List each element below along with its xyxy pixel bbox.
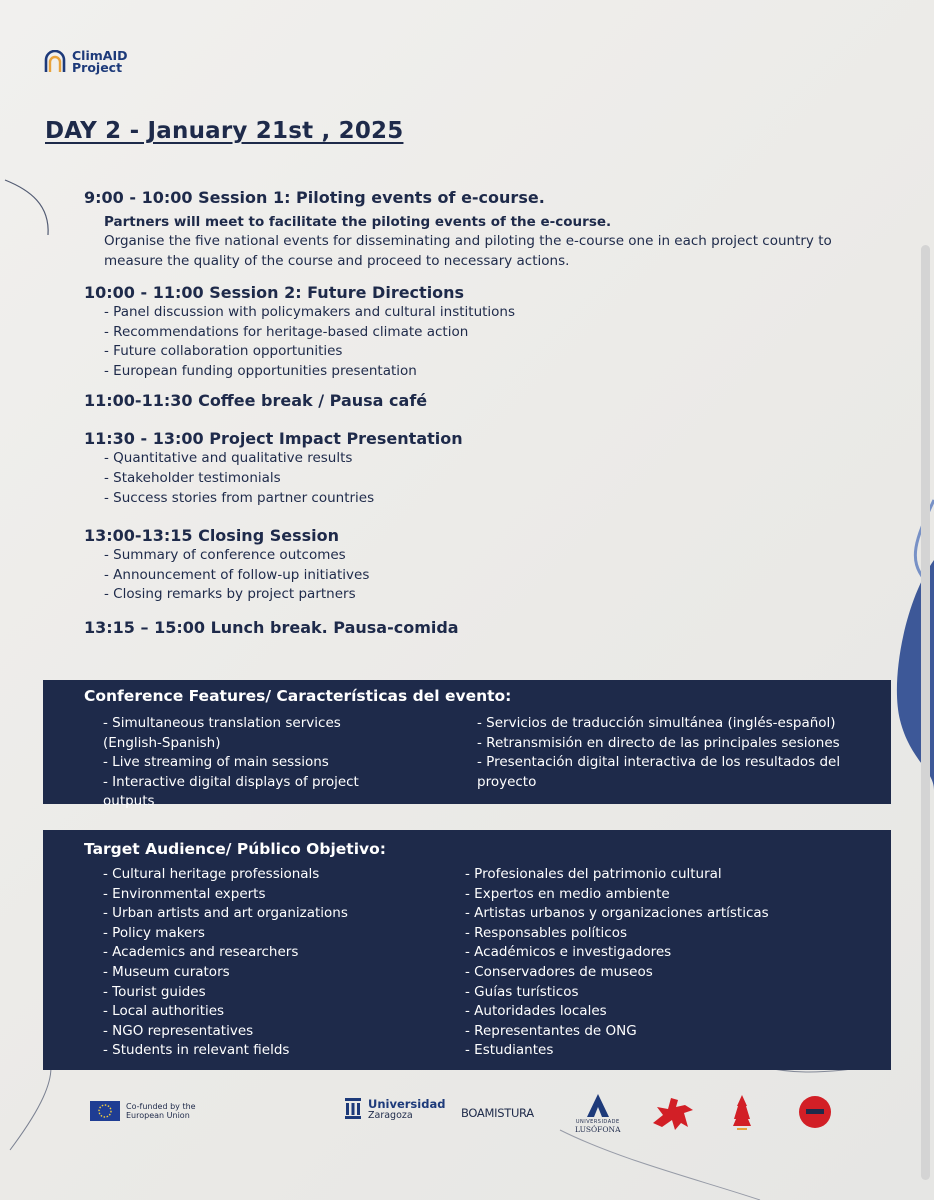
red-tower-logo (731, 1093, 753, 1133)
eu-line-1: Co-funded by the (126, 1101, 196, 1111)
session-items (84, 546, 874, 605)
list-item: - Policy makers (103, 924, 463, 944)
audience-list-en (103, 865, 463, 1061)
features-list-en (103, 714, 393, 812)
logo-line-2: Project (72, 60, 123, 75)
red-circle-logo (798, 1095, 832, 1129)
page-title: DAY 2 - January 21st , 2025 (45, 118, 404, 144)
list-item: - Interactive digital displays of project outputs (103, 773, 393, 812)
list-item: - Autoridades locales (465, 1002, 875, 1022)
list-item: - Estudiantes (465, 1041, 875, 1061)
list-item: - Announcement of follow-up initiatives (104, 566, 874, 586)
list-item: - Panel discussion with policymakers and cultural institutions (104, 303, 874, 323)
list-item: - Closing remarks by project partners (104, 585, 874, 605)
list-item: - Success stories from partner countries (104, 489, 874, 509)
lusofona-emblem-icon (586, 1093, 610, 1119)
session-items (84, 449, 874, 508)
session-closing (84, 526, 874, 605)
list-item: - Urban artists and art organizations (103, 904, 463, 924)
features-title: Conference Features/ Características del evento: (84, 687, 512, 705)
climaid-logo (43, 50, 127, 74)
boamistura-logo: BOAMISTURA (461, 1106, 534, 1120)
coffee-break (84, 391, 874, 411)
list-item: - Expertos en medio ambiente (465, 885, 875, 905)
session-heading: 10:00 - 11:00 Session 2: Future Directions (84, 283, 465, 302)
session-heading: 11:30 - 13:00 Project Impact Presentation (84, 429, 463, 449)
list-item: - Environmental experts (103, 885, 463, 905)
lusofona-name: LUSÓFONA (575, 1125, 621, 1134)
list-item: - Académicos e investigadores (465, 943, 875, 963)
unizar-city: Zaragoza (368, 1110, 413, 1121)
list-item: - European funding opportunities presentation (104, 362, 874, 382)
list-item: - Museum curators (103, 963, 463, 983)
audience-title: Target Audience/ Público Objetivo: (84, 840, 386, 858)
session-impact (84, 429, 874, 508)
session-subheading: Partners will meet to facilitate the piloting events of the e-course. (104, 214, 612, 230)
climaid-logo-icon (43, 50, 67, 74)
list-item: - Artistas urbanos y organizaciones artísticas (465, 904, 875, 924)
session-items (84, 303, 874, 381)
eu-cofunded-logo (90, 1101, 196, 1121)
list-item: - Representantes de ONG (465, 1022, 875, 1042)
list-item: - Simultaneous translation services (English-Spanish) (103, 714, 393, 753)
list-item: - Recommendations for heritage-based climate action (104, 323, 874, 343)
list-item: - Tourist guides (103, 983, 463, 1003)
list-item: - Conservadores de museos (465, 963, 875, 983)
list-item: - Responsables políticos (465, 924, 875, 944)
list-item: - NGO representatives (103, 1022, 463, 1042)
lunch-break (84, 618, 874, 638)
session-heading: 11:00-11:30 Coffee break / Pausa café (84, 391, 428, 411)
lusofona-top: UNIVERSIDADE (575, 1119, 620, 1125)
session-heading: 9:00 - 10:00 Session 1: Piloting events of e-course. (84, 188, 545, 207)
lusofona-logo (575, 1093, 621, 1134)
list-item: - Retransmisión en directo de las principales sesiones (477, 734, 877, 754)
list-item: - Academics and researchers (103, 943, 463, 963)
list-item: - Cultural heritage professionals (103, 865, 463, 885)
list-item: - Presentación digital interactiva de los resultados del proyecto (477, 753, 877, 792)
audience-list-es (465, 865, 875, 1061)
unizar-logo (344, 1095, 445, 1125)
list-item: - Summary of conference outcomes (104, 546, 874, 566)
university-building-icon (344, 1095, 362, 1125)
conference-features-box (43, 680, 891, 810)
list-item: - Quantitative and qualitative results (104, 449, 874, 469)
list-item: - Stakeholder testimonials (104, 469, 874, 489)
list-item: - Students in relevant fields (103, 1041, 463, 1061)
eu-line-2: European Union (126, 1111, 190, 1120)
list-item: - Guías turísticos (465, 983, 875, 1003)
partner-logos (0, 1085, 934, 1145)
list-item: - Profesionales del patrimonio cultural (465, 865, 875, 885)
session-heading: 13:00-13:15 Closing Session (84, 526, 339, 546)
session-heading: 13:15 – 15:00 Lunch break. Pausa-comida (84, 617, 459, 637)
list-item: - Servicios de traducción simultánea (inglés-español) (477, 714, 877, 734)
session-1 (84, 188, 874, 271)
red-figure-logo (651, 1096, 695, 1132)
session-description: Organise the five national events for disseminating and piloting the e-course one in each project country to measure the quality of the course and proceed to necessary actions. (104, 233, 832, 269)
eu-flag-icon (90, 1101, 120, 1121)
logo-line-1: ClimAID (72, 48, 128, 63)
session-2 (84, 283, 874, 381)
list-item: - Local authorities (103, 1002, 463, 1022)
list-item: - Live streaming of main sessions (103, 753, 393, 773)
list-item: - Future collaboration opportunities (104, 342, 874, 362)
features-list-es (477, 714, 877, 792)
unizar-name: Universidad (368, 1097, 446, 1111)
schedule (84, 188, 874, 638)
scrollbar[interactable] (921, 245, 930, 1180)
target-audience-box (43, 830, 891, 1070)
